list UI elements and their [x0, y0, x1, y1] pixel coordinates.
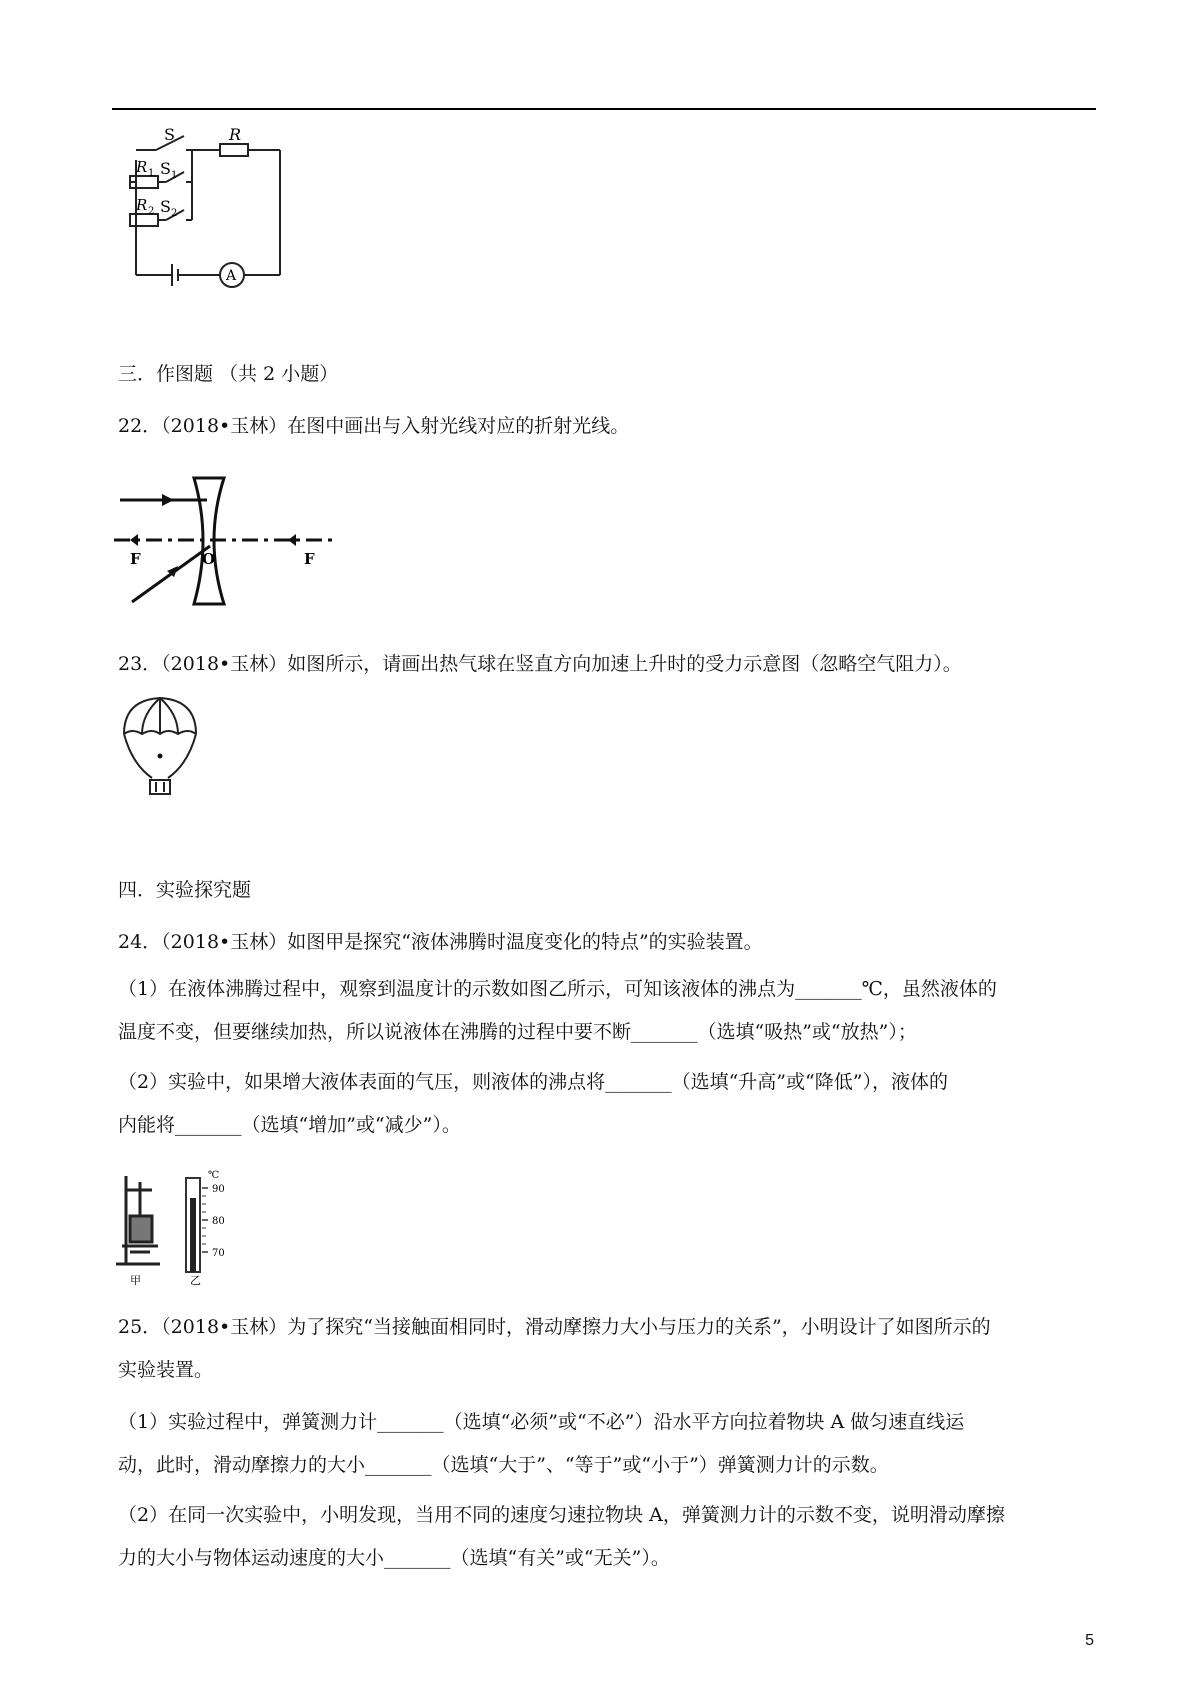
question-22: 22．（2018•玉林）在图中画出与入射光线对应的折射光线。	[118, 415, 630, 437]
question-24-line-4: （2）实验中，如果增大液体表面的气压，则液体的沸点将_______（选填“升高”或“降低”），液体的	[118, 1071, 948, 1093]
question-25-line-6: 力的大小与物体运动速度的大小_______（选填“有关”或“无关”）。	[118, 1547, 670, 1569]
label-s: S	[164, 128, 175, 144]
label-f-left: F	[130, 550, 141, 568]
tick-70: 70	[212, 1248, 225, 1259]
section-4-title: 四．实验探究题	[118, 879, 252, 901]
label-yi: 乙	[190, 1274, 201, 1287]
ammeter-label: A	[226, 268, 237, 284]
page-number: 5	[1085, 1632, 1094, 1649]
label-s1: S	[160, 159, 171, 178]
section-3-title: 三．作图题 （共 2 小题）	[118, 363, 339, 385]
label-s2-sub: 2	[171, 208, 178, 219]
question-24-line-3: 温度不变，但要继续加热，所以说液体在沸腾的过程中要不断_______（选填“吸热”或“放热”）；	[118, 1021, 917, 1043]
question-24-line-2: （1）在液体沸腾过程中，观察到温度计的示数如图乙所示，可知该液体的沸点为_______℃，虽然液体的	[118, 978, 997, 1000]
label-r: R	[229, 128, 242, 144]
label-jia: 甲	[130, 1274, 141, 1287]
circuit-diagram	[112, 128, 312, 288]
label-r2-sub: 2	[148, 206, 155, 217]
concave-lens-diagram	[112, 470, 342, 620]
boiling-experiment-diagram	[112, 1168, 272, 1290]
label-f-right: F	[304, 550, 315, 568]
label-r1-sub: 1	[148, 168, 155, 179]
question-25-line-3: （1）实验过程中，弹簧测力计_______（选填“必须”或“不必”）沿水平方向拉着物块 A 做匀速直线运	[118, 1411, 965, 1433]
label-r1: R	[136, 158, 148, 176]
question-25-line-2: 实验装置。	[118, 1359, 214, 1381]
thermometer-unit: ℃	[208, 1170, 220, 1181]
label-o: O	[202, 550, 216, 568]
question-23: 23．（2018•玉林）如图所示，请画出热气球在竖直方向加速上升时的受力示意图（忽略空气阻力）。	[118, 653, 962, 675]
tick-80: 80	[212, 1216, 225, 1227]
label-s1-sub: 1	[171, 170, 178, 181]
question-24-line-5: 内能将_______（选填“增加”或“减少”）。	[118, 1114, 461, 1136]
question-25-line-5: （2）在同一次实验中，小明发现，当用不同的速度匀速拉物块 A，弹簧测力计的示数不变，说明滑动摩擦	[118, 1504, 1005, 1526]
tick-90: 90	[212, 1184, 225, 1195]
question-24-line-1: 24．（2018•玉林）如图甲是探究“液体沸腾时温度变化的特点”的实验装置。	[118, 931, 763, 953]
label-r2: R	[136, 196, 148, 214]
question-25-line-4: 动，此时，滑动摩擦力的大小_______（选填“大于”、“等于”或“小于”）弹簧测力计的示数。	[118, 1454, 889, 1476]
question-25-line-1: 25．（2018•玉林）为了探究“当接触面相同时，滑动摩擦力大小与压力的关系”，小明设计了如图所示的	[118, 1316, 991, 1338]
label-s2: S	[160, 197, 171, 216]
hot-air-balloon-diagram	[112, 694, 212, 804]
header-rule	[112, 108, 1096, 110]
